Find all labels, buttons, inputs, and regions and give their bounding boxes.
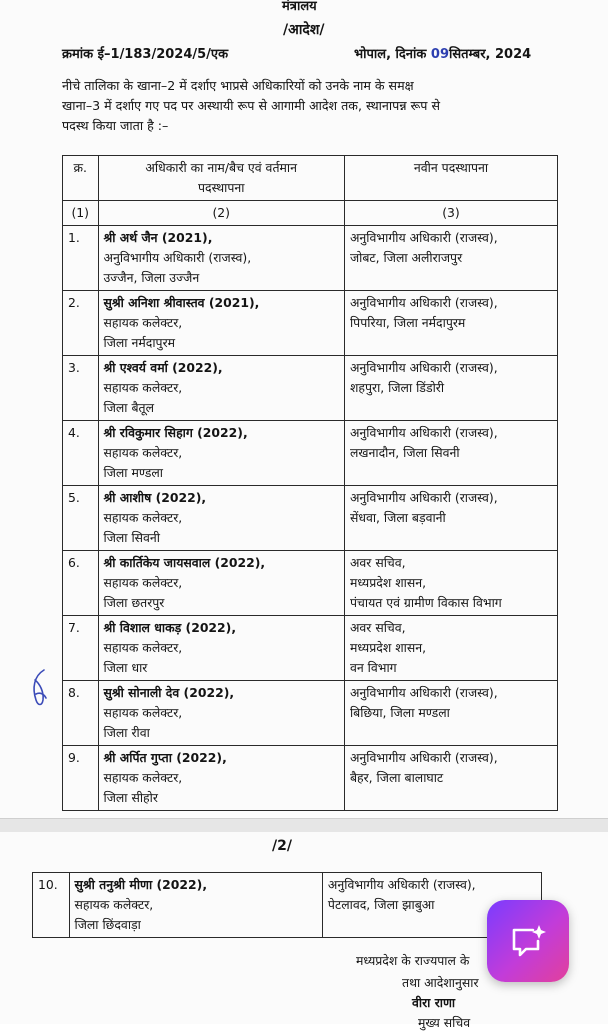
header-officer-line1: अधिकारी का नाम/बैच एवं वर्तमान xyxy=(145,160,298,175)
officer-current-post: सहायक कलेक्टर, xyxy=(103,380,183,395)
new-posting-line: अनुविभागीय अधिकारी (राजस्व), xyxy=(349,685,498,700)
table-row xyxy=(63,356,558,421)
new-posting-line: पेटलावद, जिला झाबुआ xyxy=(327,897,435,912)
place-date xyxy=(354,44,531,62)
new-posting-line: अवर सचिव, xyxy=(349,555,406,570)
place-date-prefix: भोपाल, दिनांक xyxy=(354,47,431,62)
table-row xyxy=(63,226,558,291)
row-sno: 9. xyxy=(63,746,99,811)
new-posting-line: अनुविभागीय अधिकारी (राजस्व), xyxy=(349,230,498,245)
officer-current-post: सहायक कलेक्टर, xyxy=(103,770,183,785)
table-row xyxy=(63,616,558,681)
new-posting-line: जोबट, जिला अलीराजपुर xyxy=(349,250,463,265)
new-posting-line: अनुविभागीय अधिकारी (राजस्व), xyxy=(327,877,476,892)
row-sno: 5. xyxy=(63,486,99,551)
officer-name: सुश्री अनिशा श्रीवास्तव (2021), xyxy=(103,295,260,310)
row-new-posting xyxy=(344,486,557,551)
officer-current-post: सहायक कलेक्टर, xyxy=(103,445,183,460)
column-number-row xyxy=(63,201,558,226)
officer-current-post: जिला बैतूल xyxy=(103,400,154,415)
officer-name: श्री अर्थ जैन (2021), xyxy=(103,230,213,245)
new-posting-line: अनुविभागीय अधिकारी (राजस्व), xyxy=(349,750,498,765)
row-officer xyxy=(69,873,322,938)
new-posting-line: मध्यप्रदेश शासन, xyxy=(349,575,427,590)
row-officer xyxy=(98,616,344,681)
header-posting: नवीन पदस्थापना xyxy=(344,156,557,201)
handwritten-initial-mark xyxy=(30,666,52,714)
row-officer xyxy=(98,356,344,421)
intro-line: नीचे तालिका के खाना–2 में दर्शाए भाप्रसे अधिकारियों को उनके नाम के समक्ष xyxy=(62,78,414,93)
order-title: /आदेश/ xyxy=(283,22,325,38)
signature-order-line: तथा आदेशानुसार xyxy=(402,975,479,990)
officer-name: श्री अर्पित गुप्ता (2022), xyxy=(103,750,227,765)
table-row xyxy=(63,681,558,746)
row-new-posting xyxy=(344,356,557,421)
officer-current-post: सहायक कलेक्टर, xyxy=(74,897,154,912)
chat-assistant-button[interactable] xyxy=(487,900,569,982)
new-posting-line: अनुविभागीय अधिकारी (राजस्व), xyxy=(349,295,498,310)
posting-table xyxy=(62,155,558,811)
officer-current-post: अनुविभागीय अधिकारी (राजस्व), xyxy=(103,250,252,265)
new-posting-line: लखनादौन, जिला सिवनी xyxy=(349,445,460,460)
page-number: /2/ xyxy=(272,838,292,854)
officer-current-post: सहायक कलेक्टर, xyxy=(103,640,183,655)
new-posting-line: शहपुरा, जिला डिंडोरी xyxy=(349,380,445,395)
row-sno: 2. xyxy=(63,291,99,356)
officer-current-post: जिला नर्मदापुरम xyxy=(103,335,176,350)
row-new-posting xyxy=(344,681,557,746)
header-officer xyxy=(98,156,344,201)
header-sno: क्र. xyxy=(63,156,99,201)
signature-authority-line: मध्यप्रदेश के राज्यपाल के xyxy=(356,953,470,968)
officer-name: श्री कार्तिकेय जायसवाल (2022), xyxy=(103,555,266,570)
order-number: क्रमांक ई–1/183/2024/5/एक xyxy=(62,47,229,62)
date-month-year: सितम्बर, 2024 xyxy=(449,47,532,62)
officer-name: श्री एश्वर्य वर्मा (2022), xyxy=(103,360,223,375)
row-sno: 7. xyxy=(63,616,99,681)
colnum-3: (3) xyxy=(344,201,557,226)
officer-current-post: सहायक कलेक्टर, xyxy=(103,575,183,590)
officer-current-post: जिला छतरपुर xyxy=(103,595,165,610)
officer-current-post: सहायक कलेक्टर, xyxy=(103,510,183,525)
row-officer xyxy=(98,681,344,746)
officer-current-post: जिला सिवनी xyxy=(103,530,161,545)
intro-line: पदस्थ किया जाता है :– xyxy=(62,118,169,133)
date-day-handwritten: 09 xyxy=(430,47,449,62)
new-posting-line: बैहर, जिला बालाघाट xyxy=(349,770,444,785)
row-sno: 1. xyxy=(63,226,99,291)
new-posting-line: अनुविभागीय अधिकारी (राजस्व), xyxy=(349,425,498,440)
row-officer xyxy=(98,486,344,551)
table-row xyxy=(63,746,558,811)
officer-current-post: जिला मण्डला xyxy=(103,465,163,480)
officer-current-post: सहायक कलेक्टर, xyxy=(103,315,183,330)
officer-name: सुश्री सोनाली देव (2022), xyxy=(103,685,235,700)
new-posting-line: बिछिया, जिला मण्डला xyxy=(349,705,450,720)
new-posting-line: अनुविभागीय अधिकारी (राजस्व), xyxy=(349,360,498,375)
new-posting-line: अनुविभागीय अधिकारी (राजस्व), xyxy=(349,490,498,505)
officer-name: सुश्री तनुश्री मीणा (2022), xyxy=(74,877,208,892)
row-sno: 3. xyxy=(63,356,99,421)
officer-current-post: सहायक कलेक्टर, xyxy=(103,705,183,720)
row-new-posting xyxy=(344,551,557,616)
table-row xyxy=(63,291,558,356)
officer-current-post: जिला धार xyxy=(103,660,148,675)
officer-name: श्री विशाल धाकड़ (2022), xyxy=(103,620,237,635)
officer-name: श्री रविकुमार सिहाग (2022), xyxy=(103,425,248,440)
row-sno: 6. xyxy=(63,551,99,616)
row-officer xyxy=(98,421,344,486)
new-posting-line: मध्यप्रदेश शासन, xyxy=(349,640,427,655)
row-new-posting xyxy=(344,226,557,291)
new-posting-line: वन विभाग xyxy=(349,660,397,675)
row-officer xyxy=(98,291,344,356)
header-officer-line2: पदस्थापना xyxy=(198,180,245,195)
officer-current-post: जिला छिंदवाड़ा xyxy=(74,917,141,932)
table-row xyxy=(63,421,558,486)
new-posting-line: पंचायत एवं ग्रामीण विकास विभाग xyxy=(349,595,502,610)
row-officer xyxy=(98,226,344,291)
officer-current-post: उज्जैन, जिला उज्जैन xyxy=(103,270,200,285)
ministry-header-cut: मंत्रालय xyxy=(282,0,317,14)
signatory-designation: मुख्य सचिव xyxy=(418,1015,471,1030)
row-sno: 4. xyxy=(63,421,99,486)
row-sno: 10. xyxy=(33,873,70,938)
signatory-name: वीरा राणा xyxy=(412,995,456,1010)
row-sno: 8. xyxy=(63,681,99,746)
chat-sparkle-icon xyxy=(508,921,548,961)
new-posting-line: अवर सचिव, xyxy=(349,620,406,635)
officer-current-post: जिला रीवा xyxy=(103,725,150,740)
table-row xyxy=(63,486,558,551)
intro-paragraph xyxy=(62,76,554,136)
table-row xyxy=(63,551,558,616)
intro-line: खाना–3 में दर्शाए गए पद पर अस्थायी रूप से आगामी आदेश तक, स्थानापन्न रूप से xyxy=(62,98,440,113)
posting-table-continued xyxy=(32,872,542,938)
row-officer xyxy=(98,551,344,616)
row-new-posting xyxy=(344,421,557,486)
row-new-posting xyxy=(344,746,557,811)
colnum-2: (2) xyxy=(98,201,344,226)
row-officer xyxy=(98,746,344,811)
officer-name: श्री आशीष (2022), xyxy=(103,490,207,505)
colnum-1: (1) xyxy=(63,201,99,226)
new-posting-line: सेंधवा, जिला बड़वानी xyxy=(349,510,446,525)
officer-current-post: जिला सीहोर xyxy=(103,790,158,805)
row-new-posting xyxy=(344,616,557,681)
table-header-row xyxy=(63,156,558,201)
table-row xyxy=(33,873,542,938)
row-new-posting xyxy=(344,291,557,356)
new-posting-line: पिपरिया, जिला नर्मदापुरम xyxy=(349,315,466,330)
